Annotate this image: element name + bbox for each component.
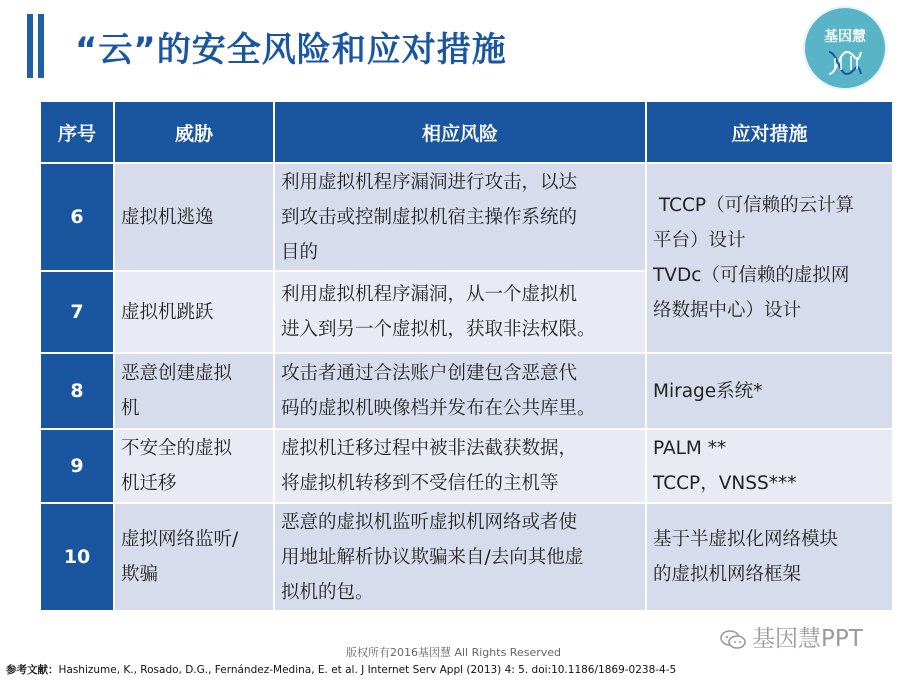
table-row [40, 353, 893, 429]
measure-line: 平台）设计 [653, 230, 746, 251]
measure-line: TCCP，VNSS*** [653, 473, 797, 494]
risk-line: 虚拟机迁移过程中被非法截获数据， [281, 438, 578, 459]
risk-line: 利用虚拟机程序漏洞进行攻击，以达 [281, 171, 578, 193]
row-measure [646, 429, 893, 503]
row-measure [646, 503, 893, 611]
row-measure [646, 353, 893, 429]
accent-bar-left [27, 14, 33, 78]
threat-line: 虚拟网络监听/ [121, 529, 239, 550]
threat-text: 虚拟机跳跃 [121, 301, 214, 323]
risk-line: 恶意的虚拟机监听虚拟机网络或者使 [281, 511, 578, 533]
row-num: 6 [40, 163, 114, 271]
threat-line: 机迁移 [121, 473, 177, 494]
accent-bar-right [38, 14, 44, 78]
risk-table [39, 100, 894, 612]
risk-line: 利用虚拟机程序漏洞，从一个虚拟机 [281, 284, 578, 305]
measure-line: TCCP（可信赖的云计算 [653, 195, 855, 216]
risk-line: 将虚拟机转移到不受信任的主机等 [281, 473, 559, 494]
row-num: 8 [40, 353, 114, 429]
row-risk [274, 353, 646, 429]
row-risk [274, 503, 646, 611]
risk-line: 攻击者通过合法账户创建包含恶意代 [281, 363, 578, 384]
row-threat [114, 163, 274, 271]
row-risk [274, 271, 646, 353]
risk-line: 进入到另一个虚拟机，获取非法权限。 [281, 319, 596, 340]
row-measure-merged [646, 163, 893, 353]
reference-label: 参考文献： [6, 664, 59, 676]
row-risk [274, 429, 646, 503]
row-threat [114, 429, 274, 503]
logo [805, 8, 885, 88]
row-num: 7 [40, 271, 114, 353]
measure-line: PALM ** [653, 438, 727, 459]
header-measure: 应对措施 [646, 101, 893, 163]
logo-text: 基因慧 [824, 29, 866, 45]
threat-line: 机 [121, 398, 140, 419]
risk-line: 目的 [281, 241, 319, 263]
table-row [40, 163, 893, 271]
page-title: “云”的安全风险和应对措施 [75, 30, 507, 70]
table-header-row [40, 101, 893, 163]
header-threat: 威胁 [114, 101, 274, 163]
header-num: 序号 [40, 101, 114, 163]
risk-line: 拟机的包。 [281, 581, 374, 603]
dna-icon [827, 48, 863, 78]
threat-line: 欺骗 [121, 564, 159, 585]
row-threat [114, 271, 274, 353]
risk-line: 用地址解析协议欺骗来自/去向其他虚 [281, 546, 584, 568]
reference [6, 662, 676, 677]
measure-line: TVDc（可信赖的虚拟网 [653, 265, 850, 286]
risk-line: 到攻击或控制虚拟机宿主操作系统的 [281, 206, 578, 228]
table-row [40, 429, 893, 503]
threat-line: 不安全的虚拟 [121, 438, 233, 459]
wechat-watermark [720, 620, 863, 653]
row-threat [114, 503, 274, 611]
threat-text: 虚拟机逃逸 [121, 206, 214, 228]
measure-line: 基于半虚拟化网络模块 [653, 529, 839, 550]
copyright-text: 版权所有2016基因慧 All Rights Reserved [345, 646, 561, 659]
row-risk [274, 163, 646, 271]
measure-line: 的虚拟机网络框架 [653, 564, 802, 585]
wechat-label: 基因慧PPT [752, 626, 863, 652]
row-threat [114, 353, 274, 429]
table-row [40, 503, 893, 611]
wechat-icon [720, 629, 746, 651]
measure-line: 络数据中心）设计 [653, 300, 802, 321]
measure-text: Mirage系统* [653, 380, 763, 402]
threat-line: 恶意创建虚拟 [121, 363, 233, 384]
header-risk: 相应风险 [274, 101, 646, 163]
row-num: 10 [40, 503, 114, 611]
risk-line: 码的虚拟机映像档并发布在公共库里。 [281, 398, 596, 419]
reference-text: Hashizume, K., Rosado, D.G., Fernández-Medina, E. et al. J Internet Serv Appl (2013) 4: 5. doi:10.1186/1869-0238-4-5 [58, 664, 677, 676]
row-num: 9 [40, 429, 114, 503]
